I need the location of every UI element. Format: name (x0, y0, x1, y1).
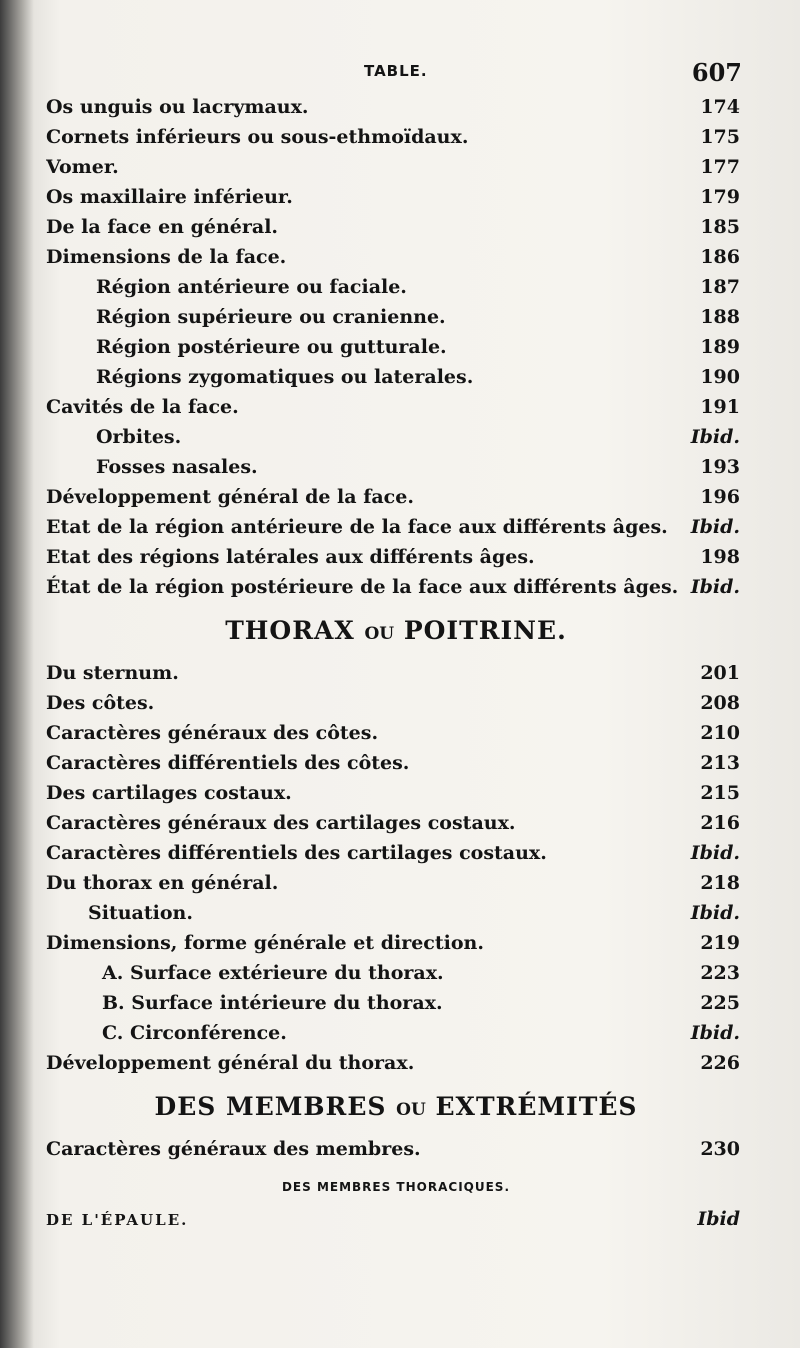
toc-entry-page: 174 (700, 96, 740, 118)
toc-entry-page: 225 (700, 992, 740, 1014)
toc-entry-title: Région postérieure ou gutturale. (96, 336, 447, 358)
toc-entry (46, 958, 746, 988)
section-heading-thorax-pre: THORAX (225, 616, 365, 645)
toc-entry-title: Région antérieure ou faciale. (96, 276, 407, 298)
toc-entry-page: 219 (700, 932, 740, 954)
toc-entry-title: Etat des régions latérales aux différents âges. (46, 546, 535, 568)
toc-entry-page: 193 (700, 456, 740, 478)
toc-entry-title: Caractères différentiels des côtes. (46, 752, 410, 774)
toc-entry (46, 718, 746, 748)
toc-entry-title: Dimensions, forme générale et direction. (46, 932, 484, 954)
toc-entry-title: C. Circonférence. (102, 1022, 287, 1044)
toc-entry (46, 658, 746, 688)
toc-entry (46, 152, 746, 182)
section-heading-membres-post: EXTRÉMITÉS (425, 1092, 638, 1121)
toc-entry-page: 198 (700, 546, 740, 568)
toc-entry-page: 226 (700, 1052, 740, 1074)
toc-entry (46, 182, 746, 212)
toc-entry (46, 572, 746, 602)
toc-entry (46, 778, 746, 808)
section-heading-thorax-mid: OU (364, 624, 395, 644)
toc-entry (46, 362, 746, 392)
toc-entry (46, 838, 746, 868)
toc-entry (46, 242, 746, 272)
toc-entry-page: 191 (700, 396, 740, 418)
toc-entry-title: Cornets inférieurs ou sous-ethmoïdaux. (46, 126, 469, 148)
toc-entry (46, 422, 746, 452)
toc-entry-title: Des cartilages costaux. (46, 782, 292, 804)
toc-entry (46, 1048, 746, 1078)
toc-entry (46, 928, 746, 958)
toc-entry-title: Des côtes. (46, 692, 155, 714)
toc-entry-page: Ibid. (690, 426, 740, 448)
toc-entry-title: Régions zygomatiques ou laterales. (96, 366, 474, 388)
toc-entry (46, 1018, 746, 1048)
toc-entry (46, 272, 746, 302)
toc-entry-title: Situation. (88, 902, 193, 924)
entries-face (46, 92, 746, 602)
toc-entry-page: Ibid. (690, 576, 740, 598)
section-heading-membres-pre: DES MEMBRES (154, 1092, 397, 1121)
toc-entry-page: 196 (700, 486, 740, 508)
toc-entry-page: 218 (700, 872, 740, 894)
toc-entry (46, 122, 746, 152)
toc-entry-title: Dimensions de la face. (46, 246, 287, 268)
toc-entry-title: Caractères généraux des côtes. (46, 722, 379, 744)
toc-entry-page: 230 (700, 1138, 740, 1160)
toc-entry-title: Caractères généraux des cartilages costaux. (46, 812, 516, 834)
toc-entry-title: Du sternum. (46, 662, 179, 684)
toc-entry-page: 186 (700, 246, 740, 268)
page-number: 607 (691, 58, 742, 87)
toc-entry-page: Ibid. (690, 516, 740, 538)
toc-entry-title: Os maxillaire inférieur. (46, 186, 293, 208)
toc-entry (46, 1134, 746, 1164)
table-of-contents (46, 58, 746, 1234)
toc-entry-page: Ibid (697, 1208, 740, 1230)
toc-entry-page: 201 (700, 662, 740, 684)
toc-entry-title: Orbites. (96, 426, 182, 448)
toc-entry (46, 332, 746, 362)
toc-entry-page: 188 (700, 306, 740, 328)
toc-entry-page: 208 (700, 692, 740, 714)
toc-entry-title: Os unguis ou lacrymaux. (46, 96, 309, 118)
subsection-heading: DES MEMBRES THORACIQUES. (281, 1180, 511, 1194)
toc-entry-title: Région supérieure ou cranienne. (96, 306, 446, 328)
toc-entry (46, 542, 746, 572)
toc-entry-title: Etat de la région antérieure de la face aux différents âges. (46, 516, 668, 538)
toc-entry (46, 808, 746, 838)
toc-entry (46, 512, 746, 542)
toc-entry-page: 190 (700, 366, 740, 388)
toc-entry-title: Caractères généraux des membres. (46, 1138, 421, 1160)
toc-entry (46, 748, 746, 778)
toc-entry-title: DE L'ÉPAULE. (46, 1211, 189, 1229)
toc-entry-page: 177 (700, 156, 740, 178)
toc-entry (46, 392, 746, 422)
entries-thorax (46, 658, 746, 1078)
toc-entry-page: 213 (700, 752, 740, 774)
toc-entry-page: 185 (700, 216, 740, 238)
toc-entry-page: Ibid. (690, 902, 740, 924)
toc-entry-title: Développement général de la face. (46, 486, 414, 508)
toc-entry (46, 482, 746, 512)
toc-entry-title: Caractères différentiels des cartilages costaux. (46, 842, 547, 864)
toc-entry (46, 898, 746, 928)
toc-entry (46, 988, 746, 1018)
toc-entry (46, 92, 746, 122)
toc-entry (46, 302, 746, 332)
toc-entry (46, 452, 746, 482)
toc-entry-page: 175 (700, 126, 740, 148)
section-heading-thorax (46, 606, 746, 656)
running-title: TABLE. (364, 62, 428, 80)
toc-entry-page: Ibid. (690, 842, 740, 864)
toc-entry-page: 223 (700, 962, 740, 984)
toc-entry-title: Du thorax en général. (46, 872, 279, 894)
toc-entry (46, 212, 746, 242)
toc-entry-title: De la face en général. (46, 216, 279, 238)
toc-entry-last (46, 1204, 746, 1234)
section-heading-membres-mid: OU (396, 1100, 426, 1120)
toc-entry-page: 179 (700, 186, 740, 208)
toc-entry-title: Développement général du thorax. (46, 1052, 415, 1074)
toc-entry (46, 868, 746, 898)
toc-entry-title: B. Surface intérieure du thorax. (102, 992, 443, 1014)
toc-entry-page: Ibid. (690, 1022, 740, 1044)
section-heading-membres (46, 1082, 746, 1132)
entries-membres (46, 1134, 746, 1164)
section-heading-thorax-post: POITRINE. (394, 616, 567, 645)
page-header (46, 58, 746, 92)
toc-entry-title: Vomer. (46, 156, 119, 178)
toc-entry-title: A. Surface extérieure du thorax. (102, 962, 444, 984)
toc-entry-title: Cavités de la face. (46, 396, 239, 418)
toc-entry-page: 216 (700, 812, 740, 834)
toc-entry-page: 210 (700, 722, 740, 744)
toc-entry-title: État de la région postérieure de la face aux différents âges. (46, 576, 679, 598)
toc-entry-title: Fosses nasales. (96, 456, 258, 478)
toc-entry-page: 215 (700, 782, 740, 804)
toc-entry (46, 688, 746, 718)
toc-entry-page: 189 (700, 336, 740, 358)
toc-entry-page: 187 (700, 276, 740, 298)
